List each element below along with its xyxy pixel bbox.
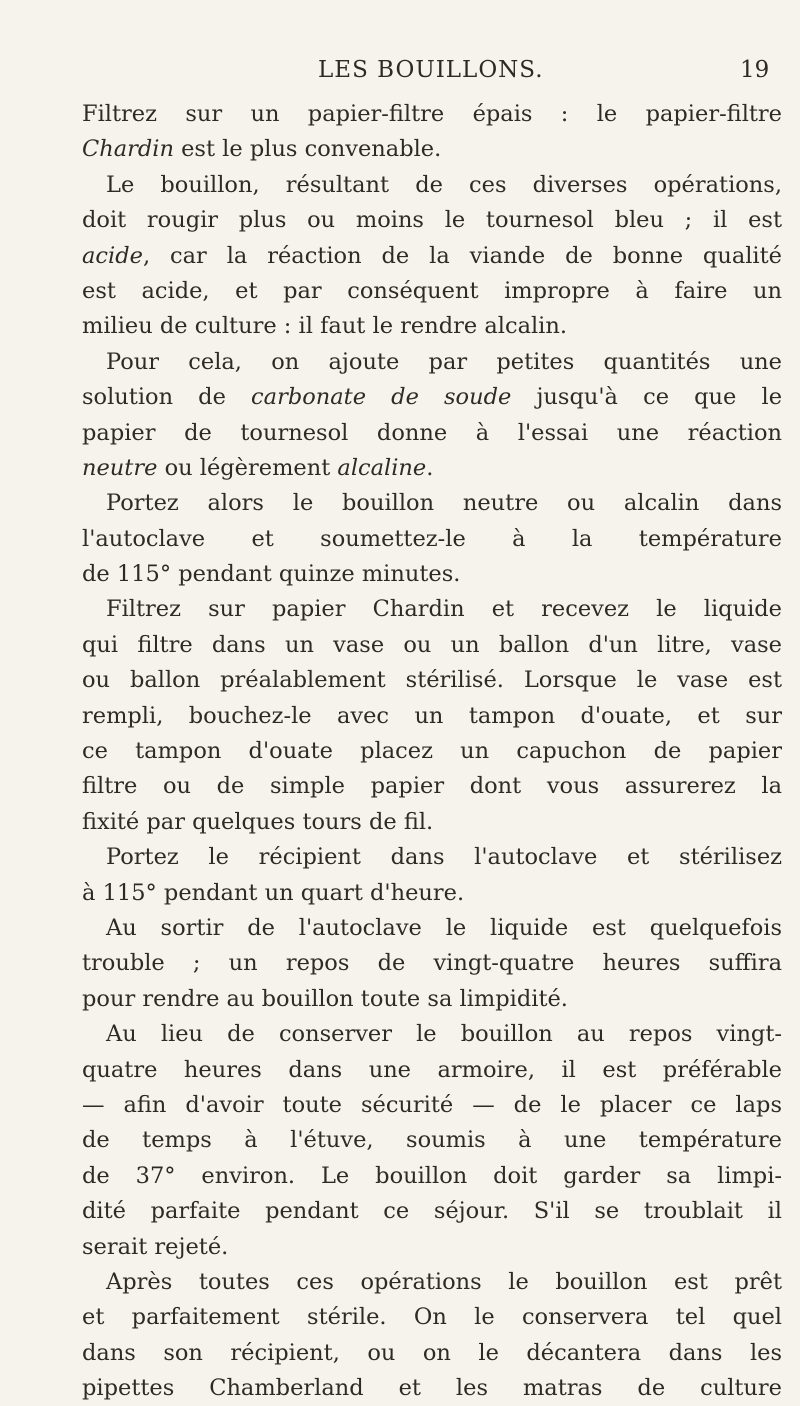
text-line: pipettes Chamberland et les matras de culture	[82, 1375, 782, 1402]
text-line: de temps à l'étuve, soumis à une température	[82, 1127, 782, 1154]
text-line: est acide, et par conséquent impropre à faire un	[82, 277, 782, 304]
text-line: papier de tournesol donne à l'essai une réaction	[82, 419, 782, 446]
text-line: Filtrez sur un papier-filtre épais : le papier-filtre	[82, 101, 782, 127]
text-line: solution de carbonate de soude jusqu'à ce que le	[82, 384, 783, 411]
text-line: et parfaitement stérile. On le conservera tel quel	[82, 1304, 782, 1331]
text-line: Portez alors le bouillon neutre ou alcalin dans	[106, 490, 782, 517]
text-line: dité parfaite pendant ce séjour. S'il se troublait il	[82, 1198, 782, 1225]
text-line: fixité par quelques tours de fil.	[82, 808, 434, 835]
text-line: Après toutes ces opérations le bouillon est prêt	[106, 1268, 782, 1295]
text-line: doit rougir plus ou moins le tournesol bleu ; il est	[82, 207, 782, 234]
text-line: à 115° pendant un quart d'heure.	[82, 879, 465, 906]
text-line: Chardin est le plus convenable.	[82, 136, 442, 163]
page-number: 19	[740, 57, 770, 83]
text-line: — afin d'avoir toute sécurité — de le placer ce laps	[82, 1091, 782, 1118]
text-line: trouble ; un repos de vingt-quatre heures suffira	[82, 950, 782, 977]
text-line: serait rejeté.	[82, 1233, 229, 1260]
text-line: qui filtre dans un vase ou un ballon d'un litre, vase	[82, 631, 782, 658]
text-line: Portez le récipient dans l'autoclave et stérilisez	[106, 844, 782, 871]
text-line: Filtrez sur papier Chardin et recevez le liquide	[106, 596, 782, 623]
text-line: quatre heures dans une armoire, il est préférable	[82, 1056, 782, 1083]
text-line: de 37° environ. Le bouillon doit garder sa limpi-	[82, 1162, 782, 1189]
text-line: Au sortir de l'autoclave le liquide est quelquefois	[106, 914, 782, 941]
text-line: neutre ou légèrement alcaline.	[82, 454, 434, 481]
page-header	[0, 57, 800, 91]
text-line: dans son récipient, ou on le décantera dans les	[82, 1339, 782, 1366]
text-line: ou ballon préalablement stérilisé. Lorsque le vase est	[82, 667, 782, 694]
running-title: LES BOUILLONS.	[318, 57, 544, 83]
text-line: filtre ou de simple papier dont vous assurerez la	[82, 773, 782, 800]
text-line: Le bouillon, résultant de ces diverses opérations,	[106, 171, 782, 198]
text-line: Pour cela, on ajoute par petites quantités une	[106, 348, 782, 375]
text-line: Au lieu de conserver le bouillon au repos vingt-	[106, 1021, 782, 1048]
text-line: rempli, bouchez-le avec un tampon d'ouate, et sur	[82, 702, 782, 729]
body-text	[82, 97, 782, 1406]
text-line: ce tampon d'ouate placez un capuchon de papier	[82, 738, 782, 765]
text-line: pour rendre au bouillon toute sa limpidité.	[82, 985, 568, 1012]
text-line: milieu de culture : il faut le rendre alcalin.	[82, 313, 568, 340]
text-line: l'autoclave et soumettez-le à la température	[82, 525, 782, 552]
text-line: acide, car la réaction de la viande de bonne qualité	[82, 242, 782, 269]
text-line: de 115° pendant quinze minutes.	[82, 561, 461, 588]
